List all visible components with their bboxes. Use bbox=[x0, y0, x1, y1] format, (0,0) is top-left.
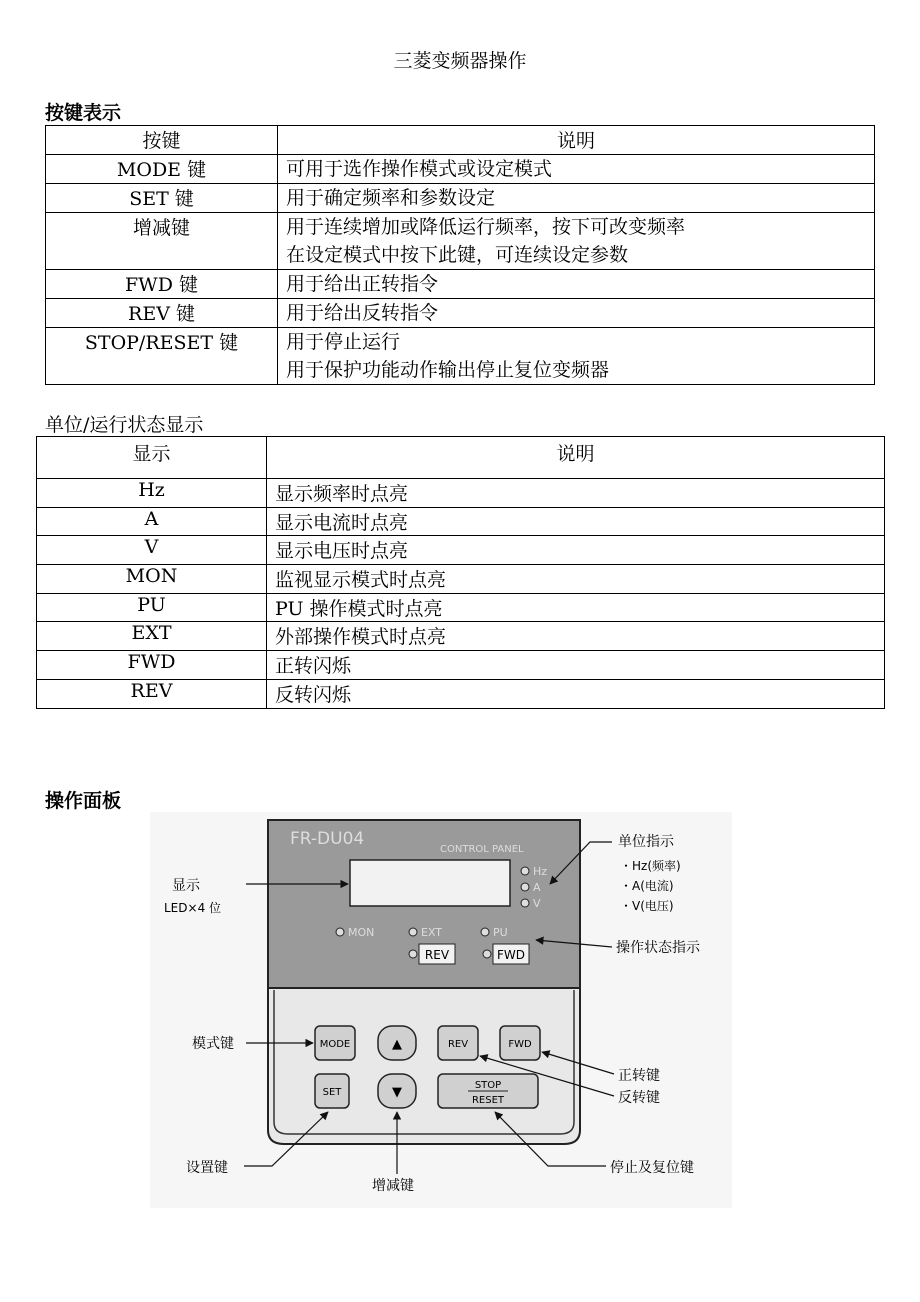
rev-key-label: REV bbox=[447, 1039, 469, 1050]
key-cell: MODE 键 bbox=[46, 154, 278, 183]
fwd-key-callout: 正转键 bbox=[618, 1068, 660, 1084]
keys-table bbox=[45, 125, 875, 385]
desc-cell bbox=[278, 269, 875, 298]
key-cell: STOP/RESET 键 bbox=[46, 327, 278, 384]
unit-v-callout: ・V(电压) bbox=[620, 899, 674, 913]
up-arrow-icon: ▲ bbox=[392, 1037, 402, 1052]
display-cell: REV bbox=[37, 679, 267, 708]
desc-line: 用于给出正转指令 bbox=[286, 272, 439, 295]
mode-key-callout: 模式键 bbox=[192, 1036, 234, 1052]
header-display: 显示 bbox=[37, 437, 267, 479]
down-arrow-icon: ▼ bbox=[392, 1085, 402, 1100]
display-cell: EXT bbox=[37, 622, 267, 651]
stop-key-label: STOP bbox=[474, 1080, 502, 1091]
desc-cell: 外部操作模式时点亮 bbox=[267, 622, 885, 651]
reset-key-label: RESET bbox=[471, 1095, 505, 1106]
table-row bbox=[46, 269, 875, 298]
status-indicator-callout: 操作状态指示 bbox=[616, 940, 700, 956]
a-led-label: A bbox=[533, 881, 541, 894]
stop-key-callout: 停止及复位键 bbox=[610, 1160, 694, 1176]
display-sub-callout: LED×4 位 bbox=[164, 901, 222, 915]
table-row bbox=[37, 565, 885, 594]
desc-line: 用于保护功能动作输出停止复位变频器 bbox=[286, 358, 610, 381]
ext-led-icon bbox=[409, 928, 417, 936]
desc-cell: 显示电流时点亮 bbox=[267, 507, 885, 536]
display-cell: A bbox=[37, 507, 267, 536]
fwd-indicator-label: FWD bbox=[496, 948, 526, 962]
ext-led-label: EXT bbox=[421, 926, 443, 939]
table-row bbox=[37, 507, 885, 536]
display-callout: 显示 bbox=[172, 878, 200, 894]
unit-hz-callout: ・Hz(频率) bbox=[620, 859, 681, 873]
display-cell: MON bbox=[37, 565, 267, 594]
table-row bbox=[46, 154, 875, 183]
table-row bbox=[46, 212, 875, 269]
header-key: 按键 bbox=[46, 126, 278, 155]
table-row bbox=[37, 651, 885, 680]
table-row bbox=[46, 327, 875, 384]
section-heading-panel: 操作面板 bbox=[45, 790, 122, 812]
page-title: 三菱变频器操作 bbox=[393, 50, 527, 72]
set-key-label: SET bbox=[322, 1087, 342, 1098]
pu-led-icon bbox=[481, 928, 489, 936]
a-led-icon bbox=[521, 883, 529, 891]
table-row bbox=[46, 298, 875, 327]
units-table bbox=[36, 436, 885, 709]
desc-cell: 反转闪烁 bbox=[267, 679, 885, 708]
rev-indicator-label: REV bbox=[424, 948, 450, 962]
header-desc: 说明 bbox=[278, 126, 875, 155]
hz-led-icon bbox=[521, 867, 529, 875]
mon-led-icon bbox=[336, 928, 344, 936]
desc-line: 用于停止运行 bbox=[286, 330, 401, 353]
key-cell: REV 键 bbox=[46, 298, 278, 327]
mode-key-label: MODE bbox=[319, 1039, 351, 1050]
section-heading-units: 单位/运行状态显示 bbox=[45, 414, 204, 436]
fwd-key-label: FWD bbox=[508, 1039, 532, 1050]
desc-line: 用于连续增加或降低运行频率，按下可改变频率 bbox=[286, 215, 686, 238]
panel-model-text: FR-DU04 bbox=[290, 829, 365, 849]
desc-cell: PU 操作模式时点亮 bbox=[267, 593, 885, 622]
desc-line: 用于给出反转指令 bbox=[286, 301, 439, 324]
rev-key-callout: 反转键 bbox=[618, 1090, 660, 1106]
mon-led-label: MON bbox=[348, 926, 375, 939]
hz-led-label: Hz bbox=[533, 865, 548, 878]
header-desc: 说明 bbox=[267, 437, 885, 479]
desc-cell: 正转闪烁 bbox=[267, 651, 885, 680]
display-cell: FWD bbox=[37, 651, 267, 680]
key-cell: SET 键 bbox=[46, 183, 278, 212]
panel-subtitle-text: CONTROL PANEL bbox=[440, 844, 524, 855]
v-led-icon bbox=[521, 899, 529, 907]
unit-a-callout: ・A(电流) bbox=[620, 879, 674, 893]
desc-line: 在设定模式中按下此键，可连续设定参数 bbox=[286, 243, 629, 266]
display-cell: Hz bbox=[37, 479, 267, 508]
table-row bbox=[37, 679, 885, 708]
desc-cell bbox=[278, 183, 875, 212]
desc-cell bbox=[278, 327, 875, 384]
desc-cell bbox=[278, 212, 875, 269]
section-heading-keys: 按键表示 bbox=[45, 102, 122, 124]
desc-line: 用于确定频率和参数设定 bbox=[286, 186, 496, 209]
desc-line: 可用于选作操作模式或设定模式 bbox=[286, 157, 553, 180]
table-row bbox=[37, 622, 885, 651]
table-row bbox=[46, 183, 875, 212]
pu-led-label: PU bbox=[493, 926, 508, 939]
desc-cell bbox=[278, 298, 875, 327]
key-cell: FWD 键 bbox=[46, 269, 278, 298]
unit-indicator-callout: 单位指示 bbox=[618, 834, 674, 850]
display-cell: V bbox=[37, 536, 267, 565]
v-led-label: V bbox=[533, 897, 541, 910]
table-row bbox=[37, 593, 885, 622]
key-cell: 增减键 bbox=[46, 212, 278, 269]
table-header-row bbox=[46, 126, 875, 155]
updown-key-callout: 增减键 bbox=[372, 1178, 414, 1194]
set-key-callout: 设置键 bbox=[186, 1160, 228, 1176]
table-row bbox=[37, 536, 885, 565]
led-display bbox=[350, 860, 510, 906]
rev-indicator-led-icon bbox=[409, 950, 417, 958]
display-cell: PU bbox=[37, 593, 267, 622]
desc-cell: 显示电压时点亮 bbox=[267, 536, 885, 565]
desc-cell: 显示频率时点亮 bbox=[267, 479, 885, 508]
table-row bbox=[37, 479, 885, 508]
fwd-indicator-led-icon bbox=[483, 950, 491, 958]
desc-cell bbox=[278, 154, 875, 183]
table-header-row bbox=[37, 437, 885, 479]
desc-cell: 监视显示模式时点亮 bbox=[267, 565, 885, 594]
control-panel-diagram bbox=[150, 812, 732, 1208]
